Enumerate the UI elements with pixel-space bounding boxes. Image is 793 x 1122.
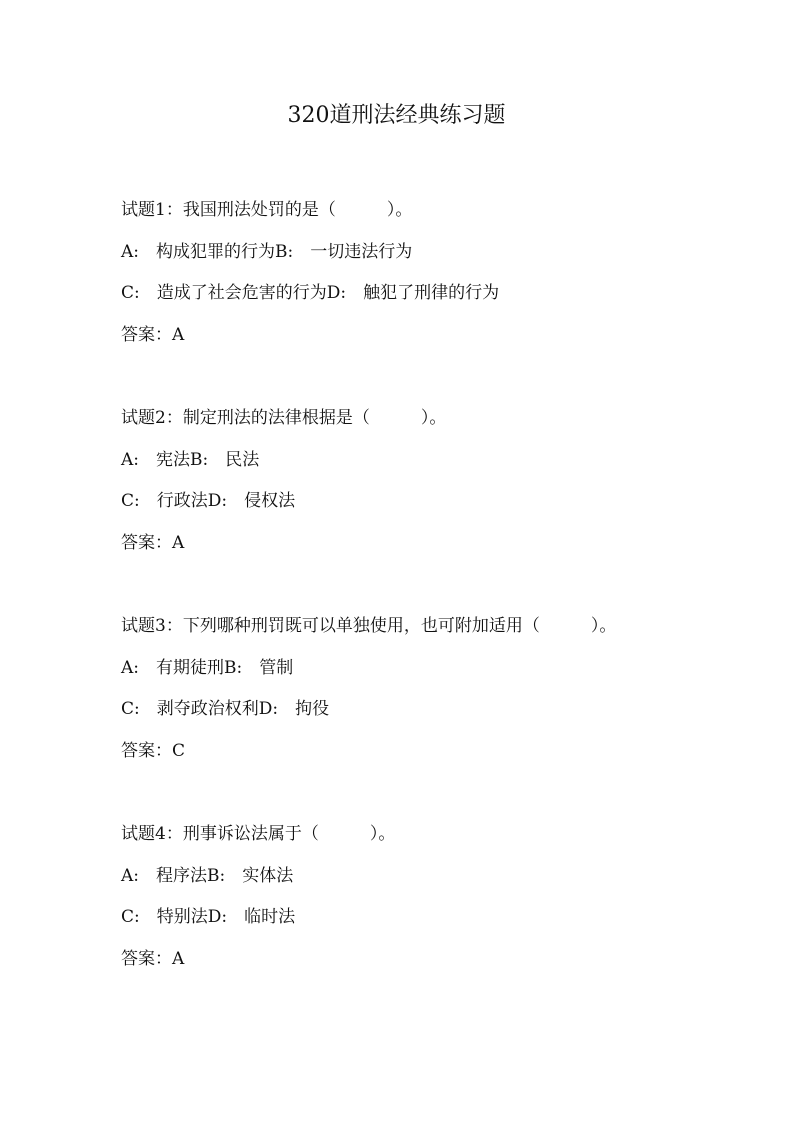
options-c-d: C: 剥夺政治权利D: 拘役 — [121, 699, 330, 719]
question-2 — [121, 406, 761, 555]
question-stem: 试题2：制定刑法的法律根据是（ ）。 — [121, 408, 447, 428]
options-c-d: C: 造成了社会危害的行为D: 触犯了刑律的行为 — [121, 283, 500, 303]
question-stem: 试题1：我国刑法处罚的是（ ）。 — [121, 200, 413, 220]
answer: 答案：A — [121, 532, 185, 553]
answer: 答案：C — [121, 740, 186, 761]
question-3 — [121, 614, 761, 763]
answer: 答案：A — [121, 324, 185, 345]
options-a-b: A: 宪法B: 民法 — [121, 449, 260, 470]
question-4 — [121, 822, 761, 971]
document-title: 320道刑法经典练习题 — [287, 103, 506, 128]
options-a-b: A: 程序法B: 实体法 — [121, 865, 294, 886]
options-c-d: C: 行政法D: 侵权法 — [121, 491, 296, 511]
options-a-b: A: 有期徒刑B: 管制 — [121, 657, 294, 678]
question-1 — [121, 198, 761, 347]
answer: 答案：A — [121, 948, 185, 969]
question-stem: 试题4：刑事诉讼法属于（ ）。 — [121, 824, 396, 844]
options-c-d: C: 特别法D: 临时法 — [121, 907, 296, 927]
options-a-b: A: 构成犯罪的行为B: 一切违法行为 — [121, 241, 413, 262]
question-stem: 试题3：下列哪种刑罚既可以单独使用，也可附加适用（ ）。 — [121, 616, 617, 636]
